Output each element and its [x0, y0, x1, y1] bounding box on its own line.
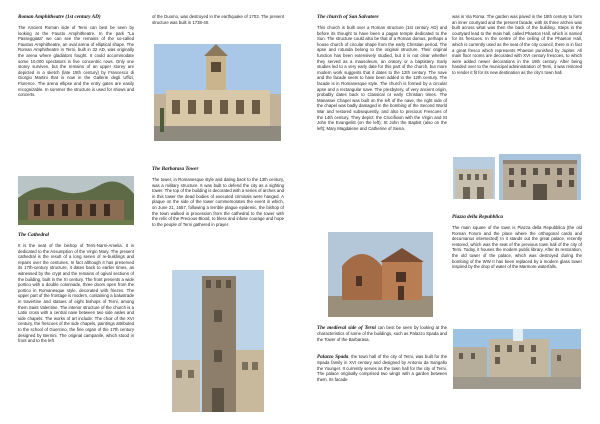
amphitheatre-section — [18, 14, 134, 98]
tower-text: The tower, in Romanesque style and dating back to the 13th century, was a military structure. It was built to defend the city as a sighting tower. The top of the building is decorated with a series of arches and in this tower the dead bodies of executed criminals were hanged. A plaque on the side of the tower commemorates the event in which, on June 21, 1657, following a terrible plague epidemic, the bishop of the town walked in procession from the cathedral to the tower with the relic of the Precious Blood, to bless and infuse courage and hope to the people of Terni gathered in prayer. — [152, 177, 285, 227]
cathedral-heading: The Cathedral — [18, 232, 49, 238]
spada-text: the town hall of the city of Terni, was built for the Spada family in XVI century and designed by Antonio da Sangallo the Younger. It currently serves as the town hall for the city of Terni. The palace originally comprised two wings with a garden between them. Its facade — [317, 354, 447, 382]
piazza-heading: Piazza della Repubblica — [452, 214, 504, 220]
palazzo-spada-photo-right — [499, 154, 581, 200]
medieval-section — [317, 325, 447, 342]
amphitheatre-text: The Ancient Roman side of Terni can best be seen by looking at the Fausto Amphitheatre. In the park "La Passeggiata" we can see the remains of the so-called Faustus Amphitheatre, an oval arena of elliptical shape. The Roman Amphitheatre in Terni, built in 32 AD, was originally the arena where gladiators fought. It could accommodate some 10,000 spectators in five concentric rows. Only one storey survives, but the remains of an upper storey are depicted in a sketch (late 15th century) by Francesco di Giorgio Martini that is now in the Gallerie degli Uffizi, Florence. The arena ellipse and the entry gates are easily recognizable. In summer the structure is used for shows and concerts. — [18, 25, 134, 98]
tower-section — [152, 166, 284, 227]
salvatore-heading: The church of San Salvatore — [317, 14, 379, 20]
salvatore-section — [317, 14, 447, 131]
spada-section — [317, 354, 447, 382]
san-salvatore-photo — [328, 232, 433, 317]
amphitheatre-photo — [18, 176, 134, 225]
cathedral-section — [18, 232, 134, 344]
medieval-text: can best be seen by looking at the characteristics of some of the buildings, such as Palazzo Spada and the Tower of the Barbarasa. — [317, 325, 447, 342]
medieval-heading: The medieval side of Terni — [317, 325, 376, 331]
tower-heading: The Barbarasa Tower — [152, 166, 199, 172]
duomo-continuation — [152, 14, 284, 25]
amphitheatre-heading: Roman Amphitheatre (1st century AD) — [18, 14, 101, 20]
salvatore-text: This church is built over a Roman structure (1st century AD) and before its thought to have been a pagan temple dedicated to the Sun. The structure could also be that of a Roman domus, perhaps a house church of circular shape from the early Christian period. The apse and rotunda belong to the original structure. Their original function has been extensively studied, but it is not clear whether they served as a mausoleum, an oratory or a baptistery. Early studies led to a very early date for this part of the church, but more modern work suggests that it dates to the 12th century. The nave and the facade seem to have been added in the 12th century. The facade is in Romanesque style. The church is formed by a circular apse and a rectangular nave. The presbytery, of very ancient origin, probably dates back to Classical or early Christian times. The Manassei Chapel was built on the left of the nave, the right side of the chapel was badly damaged in the bombing of the Second World War and restored subsequently, and also to precious Frescoes of the 14th century. They depict: the Crucifixion with the Virgin and St John the Evangelist (on the left); St John the Baptist (also on the left); Mary Magdalene and Catherine of Siena. — [317, 25, 447, 131]
palazzo-spada-photo-left — [453, 157, 495, 199]
spada-continuation-text: was in Via Roma. The garden was paved in the 18th century to form an inner courtyard and the present facade, with its three arches was built across what was then the back of the building. Steps in the courtyard lead to the main hall, called Phaeton Hall, which is named for its frescoes. In the centre of the ceiling of the Phaeton Hall, which is currently used as the seat of the city council, there is in fact a great fresco which represents Phaeton punished by Jupiter. All main floor rooms are decorated with XVI century frescoes, to which were added newer decorations in the 19th century. After being handed over to the municipal administration of Terni, it was restored to render it fit for its new destination as the city's town hall. — [452, 14, 582, 75]
spada-comma: , — [348, 354, 352, 359]
spada-continuation — [452, 14, 582, 76]
barbarasa-tower-photo — [172, 270, 264, 412]
cathedral-text: It is the seat of the bishop of Terni-Narni-Amelia. It is dedicated to the Assumption of the Virgin Mary. The present cathedral is the result of a long series of re-buildings and repairs over the centuries. In fact although it has preserved its 17th-century structure, it dates back to earlier times, as witnessed by the crypt and the remains of ogival sections of the building, built in the XI century. The front presents a wide portico with a double colonnade, three doors open from the portico in Romanesque style, decorated with friezes. The upper part of the frontage is modern, containing a balustrade in travertine and statues of eight bishops of Terni, among them Saint Valentine. The interior structure of the church is a Latin cross with a central nave between two side aisles and side chapels. The works of art include: The choir of the XVI century, the frescoes of the side chapels, paintings attributed to the school of Guercino, the fine organ of the 17th century designed by Bernini. The original campanile, which stood in front and to the left — [18, 243, 134, 344]
piazza-text: The main square of the town is Piazza della Repubblica (the old Roman Forum and the place where the orthogonal cardo and decumanus intersected) In it stands out the great palace, recently restored, which was the seat of the previous town hall of the city of Terni. Today, it houses the modern public library. After its restoration, the old tower of the palace, which was destroyed during the bombing of the WW II has been replaced by a modern glass tower inspired by the drop of water of the Marmore waterfalls. — [452, 225, 582, 270]
duomo-continuation-text: of the Duomo, was destroyed in the earthquake of 1703. The present structure was built in 1738-40. — [152, 14, 284, 25]
spada-heading: Palazzo Spada — [317, 354, 349, 360]
cathedral-photo — [154, 44, 281, 141]
piazza-repubblica-photo — [453, 329, 581, 389]
piazza-section — [452, 214, 582, 270]
